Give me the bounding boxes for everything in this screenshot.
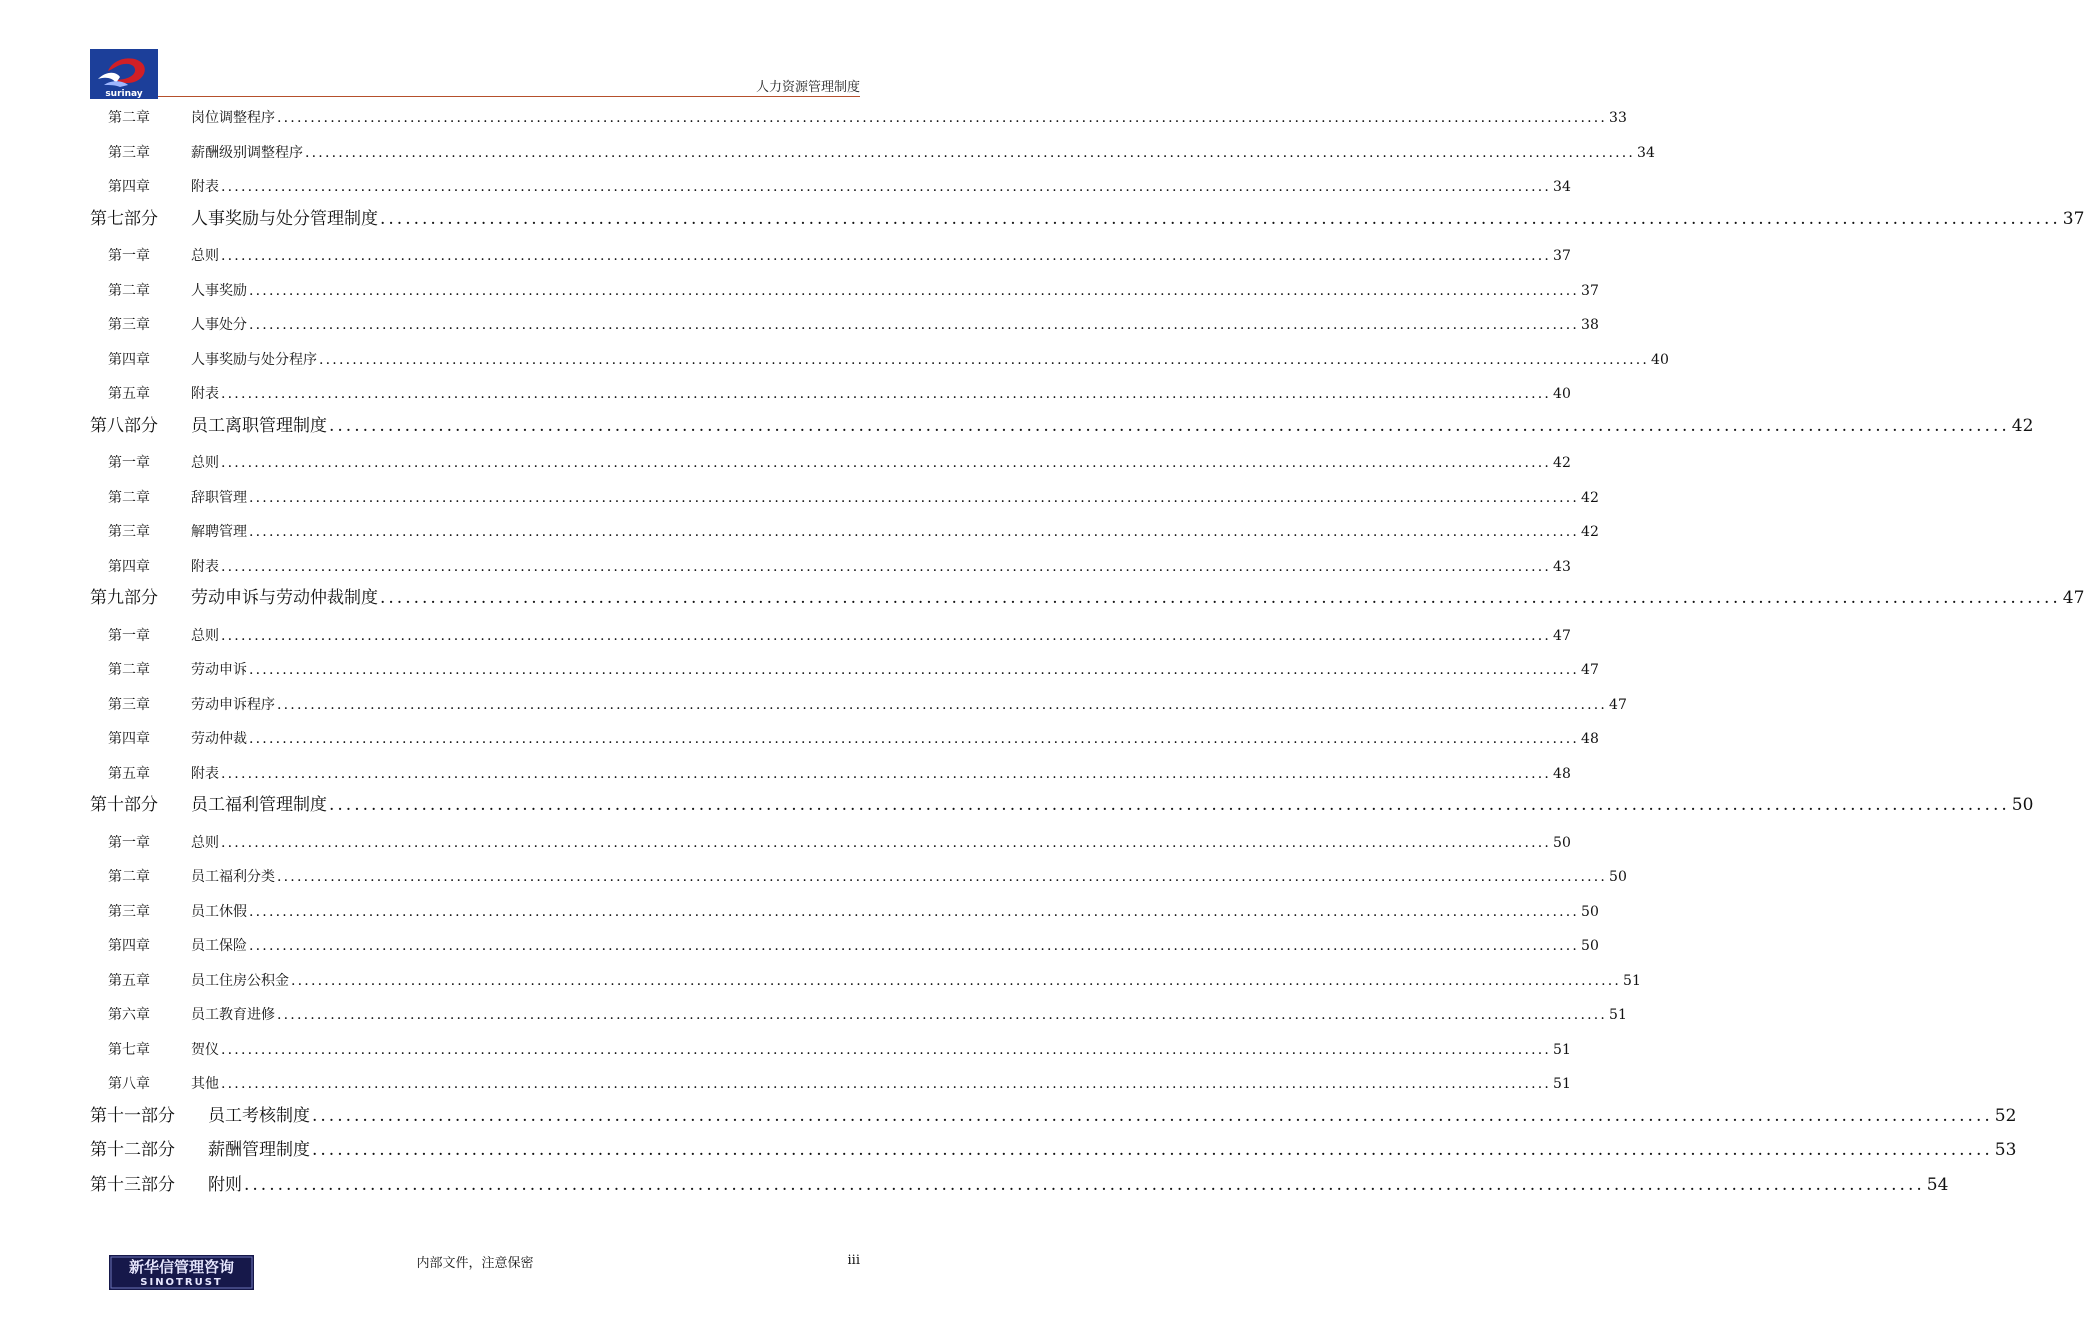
toc-entry-title: 员工考核制度 <box>208 1105 310 1126</box>
toc-dot-leader: ........................................................................................................................................................................................................ <box>380 208 2061 229</box>
toc-entry-number: 第五章 <box>108 972 150 989</box>
toc-entry-number: 第三章 <box>108 317 150 333</box>
toc-entry-page: 47 <box>2062 588 2084 608</box>
toc-dot-leader: ........................................................................................................................................................................................................ <box>221 627 1552 644</box>
toc-entry-number: 第二章 <box>108 662 150 678</box>
toc-entry-number: 第一章 <box>108 248 150 264</box>
toc-dot-leader: ........................................................................................................................................................................................................ <box>221 386 1552 402</box>
toc-chapter-entry[interactable] <box>90 966 1641 1001</box>
toc-entry-page: 48 <box>1581 731 1599 747</box>
toc-entry-page: 50 <box>1581 938 1599 954</box>
toc-entry-number: 第二章 <box>108 489 150 506</box>
toc-dot-leader: ........................................................................................................................................................................................................ <box>221 179 1552 195</box>
toc-part-entry[interactable] <box>90 1173 1949 1208</box>
toc-entry-page: 42 <box>1553 455 1571 471</box>
toc-dot-leader: ........................................................................................................................................................................................................ <box>221 834 1552 851</box>
toc-dot-leader: ........................................................................................................................................................................................................ <box>380 588 2061 608</box>
toc-dot-leader: ........................................................................................................................................................................................................ <box>249 317 1580 333</box>
toc-entry-page: 40 <box>1651 351 1669 368</box>
toc-chapter-entry[interactable] <box>90 1000 1627 1035</box>
toc-entry-title: 贺仪 <box>191 1041 219 1058</box>
toc-part-entry[interactable] <box>90 207 2084 242</box>
toc-dot-leader: ........................................................................................................................................................................................................ <box>249 282 1580 299</box>
toc-chapter-entry[interactable] <box>90 1069 1571 1104</box>
company-logo-text: surinay <box>105 89 143 99</box>
toc-entry-page: 51 <box>1609 1007 1627 1023</box>
toc-part-entry[interactable] <box>90 1104 2017 1139</box>
toc-dot-leader: ........................................................................................................................................................................................................ <box>244 1174 1925 1195</box>
toc-dot-leader: ........................................................................................................................................................................................................ <box>249 731 1580 747</box>
toc-entry-number: 第十三部分 <box>90 1174 175 1195</box>
toc-chapter-entry[interactable] <box>90 655 1599 690</box>
toc-dot-leader: ........................................................................................................................................................................................................ <box>319 351 1650 368</box>
toc-dot-leader: ........................................................................................................................................................................................................ <box>221 1041 1552 1058</box>
toc-chapter-entry[interactable] <box>90 276 1599 311</box>
toc-chapter-entry[interactable] <box>90 345 1669 380</box>
toc-chapter-entry[interactable] <box>90 517 1599 552</box>
sinotrust-logo-en: SINOTRUST <box>140 1277 223 1288</box>
toc-entry-number: 第三章 <box>108 524 150 540</box>
toc-entry-number: 第四章 <box>108 558 150 575</box>
toc-dot-leader: ........................................................................................................................................................................................................ <box>221 558 1552 575</box>
toc-entry-title: 解聘管理 <box>191 524 247 540</box>
toc-entry-title: 附表 <box>191 179 219 195</box>
toc-entry-page: 50 <box>1553 834 1571 851</box>
toc-entry-page: 53 <box>1994 1140 2017 1160</box>
toc-dot-leader: ........................................................................................................................................................................................................ <box>221 1076 1552 1092</box>
toc-entry-number: 第七章 <box>108 1041 150 1058</box>
toc-entry-number: 第八部分 <box>90 415 158 436</box>
toc-entry-page: 51 <box>1553 1076 1571 1092</box>
toc-entry-title: 劳动申诉与劳动仲裁制度 <box>191 588 378 608</box>
toc-part-entry[interactable] <box>90 586 2084 621</box>
toc-entry-number: 第十一部分 <box>90 1105 175 1126</box>
toc-entry-number: 第九部分 <box>90 588 158 608</box>
toc-entry-page: 50 <box>2011 795 2034 815</box>
toc-entry-title: 人事奖励与处分程序 <box>191 351 317 368</box>
toc-dot-leader: ........................................................................................................................................................................................................ <box>249 524 1580 540</box>
toc-chapter-entry[interactable] <box>90 448 1571 483</box>
toc-entry-page: 50 <box>1609 869 1627 885</box>
toc-entry-number: 第一章 <box>108 455 150 471</box>
toc-entry-number: 第二章 <box>108 869 150 885</box>
toc-entry-title: 其他 <box>191 1076 219 1092</box>
toc-dot-leader: ........................................................................................................................................................................................................ <box>277 1007 1608 1023</box>
toc-entry-title: 总则 <box>191 627 219 644</box>
toc-entry-page: 48 <box>1553 765 1571 782</box>
toc-entry-page: 42 <box>1581 524 1599 540</box>
toc-entry-title: 员工住房公积金 <box>191 972 289 989</box>
toc-entry-page: 43 <box>1553 558 1571 575</box>
toc-dot-leader: ........................................................................................................................................................................................................ <box>277 110 1608 126</box>
toc-entry-page: 50 <box>1581 903 1599 920</box>
toc-entry-number: 第七部分 <box>90 208 158 229</box>
toc-entry-title: 附表 <box>191 386 219 402</box>
toc-chapter-entry[interactable] <box>90 931 1599 966</box>
toc-chapter-entry[interactable] <box>90 138 1655 173</box>
footer-page-number: iii <box>847 1253 860 1268</box>
toc-entry-title: 薪酬管理制度 <box>208 1140 310 1160</box>
toc-entry-number: 第三章 <box>108 696 150 713</box>
toc-chapter-entry[interactable] <box>90 1035 1571 1070</box>
toc-chapter-entry[interactable] <box>90 621 1571 656</box>
toc-entry-title: 总则 <box>191 834 219 851</box>
toc-dot-leader: ........................................................................................................................................................................................................ <box>221 765 1552 782</box>
toc-entry-title: 员工教育进修 <box>191 1007 275 1023</box>
toc-entry-title: 员工休假 <box>191 903 247 920</box>
toc-dot-leader: ........................................................................................................................................................................................................ <box>305 144 1636 161</box>
toc-entry-page: 47 <box>1609 696 1627 713</box>
toc-chapter-entry[interactable] <box>90 172 1571 207</box>
toc-chapter-entry[interactable] <box>90 897 1599 932</box>
toc-entry-title: 附则 <box>208 1174 242 1195</box>
toc-entry-number: 第二章 <box>108 110 150 126</box>
toc-entry-page: 42 <box>1581 489 1599 506</box>
toc-part-entry[interactable] <box>90 1138 2017 1173</box>
toc-chapter-entry[interactable] <box>90 724 1599 759</box>
toc-entry-title: 人事处分 <box>191 317 247 333</box>
toc-entry-title: 员工福利管理制度 <box>191 795 327 815</box>
toc-entry-number: 第二章 <box>108 282 150 299</box>
footer-confidential: 内部文件，注意保密 <box>416 1256 534 1271</box>
toc-chapter-entry[interactable] <box>90 241 1571 276</box>
toc-entry-page: 52 <box>1994 1105 2017 1126</box>
toc-dot-leader: ........................................................................................................................................................................................................ <box>249 489 1580 506</box>
toc-entry-title: 劳动仲裁 <box>191 731 247 747</box>
toc-entry-page: 33 <box>1609 110 1627 126</box>
toc-entry-page: 34 <box>1637 144 1655 161</box>
toc-dot-leader: ........................................................................................................................................................................................................ <box>249 938 1580 954</box>
toc-entry-number: 第十二部分 <box>90 1140 175 1160</box>
toc-entry-number: 第四章 <box>108 179 150 195</box>
toc-entry-title: 薪酬级别调整程序 <box>191 144 303 161</box>
toc-part-entry[interactable] <box>90 414 2034 449</box>
toc-entry-title: 附表 <box>191 765 219 782</box>
header-title: 人力资源管理制度 <box>755 80 860 95</box>
toc-entry-title: 员工离职管理制度 <box>191 415 327 436</box>
company-logo <box>90 49 158 99</box>
toc-dot-leader: ........................................................................................................................................................................................................ <box>291 972 1622 989</box>
toc-entry-page: 37 <box>2062 208 2084 229</box>
header-rule <box>158 96 860 97</box>
toc-entry-title: 辞职管理 <box>191 489 247 506</box>
toc-entry-number: 第四章 <box>108 731 150 747</box>
toc-entry-page: 47 <box>1553 627 1571 644</box>
toc-entry-page: 38 <box>1581 317 1599 333</box>
toc-dot-leader: ........................................................................................................................................................................................................ <box>277 696 1608 713</box>
toc-entry-number: 第五章 <box>108 765 150 782</box>
toc-dot-leader: ........................................................................................................................................................................................................ <box>329 415 2010 436</box>
toc-dot-leader: ........................................................................................................................................................................................................ <box>249 903 1580 920</box>
toc-dot-leader: ........................................................................................................................................................................................................ <box>249 662 1580 678</box>
toc-entry-page: 34 <box>1553 179 1571 195</box>
toc-entry-number: 第十部分 <box>90 795 158 815</box>
sinotrust-logo-cn: 新华信管理咨询 <box>128 1258 235 1276</box>
toc-entry-title: 附表 <box>191 558 219 575</box>
toc-entry-number: 第三章 <box>108 144 150 161</box>
toc-entry-title: 岗位调整程序 <box>191 110 275 126</box>
toc-entry-title: 劳动申诉 <box>191 662 247 678</box>
toc-entry-page: 54 <box>1926 1174 1949 1195</box>
toc-chapter-entry[interactable] <box>90 379 1571 414</box>
toc-entry-page: 40 <box>1553 386 1571 402</box>
toc-part-entry[interactable] <box>90 793 2034 828</box>
toc-dot-leader: ........................................................................................................................................................................................................ <box>312 1105 1993 1126</box>
toc-chapter-entry[interactable] <box>90 862 1627 897</box>
toc-entry-number: 第八章 <box>108 1076 150 1092</box>
toc-chapter-entry[interactable] <box>90 103 1627 138</box>
toc-chapter-entry[interactable] <box>90 690 1627 725</box>
table-of-contents <box>90 103 2084 1207</box>
toc-entry-number: 第四章 <box>108 351 150 368</box>
toc-entry-title: 总则 <box>191 248 219 264</box>
toc-entry-page: 42 <box>2011 415 2034 436</box>
toc-dot-leader: ........................................................................................................................................................................................................ <box>312 1140 1993 1160</box>
toc-entry-title: 总则 <box>191 455 219 471</box>
toc-entry-title: 人事奖励 <box>191 282 247 299</box>
toc-entry-number: 第六章 <box>108 1007 150 1023</box>
toc-entry-title: 人事奖励与处分管理制度 <box>191 208 378 229</box>
toc-dot-leader: ........................................................................................................................................................................................................ <box>221 455 1552 471</box>
toc-chapter-entry[interactable] <box>90 759 1571 794</box>
toc-chapter-entry[interactable] <box>90 552 1571 587</box>
toc-entry-page: 47 <box>1581 662 1599 678</box>
toc-entry-page: 51 <box>1553 1041 1571 1058</box>
toc-dot-leader: ........................................................................................................................................................................................................ <box>277 869 1608 885</box>
toc-entry-number: 第一章 <box>108 627 150 644</box>
toc-entry-title: 员工保险 <box>191 938 247 954</box>
toc-chapter-entry[interactable] <box>90 828 1571 863</box>
toc-entry-title: 员工福利分类 <box>191 869 275 885</box>
toc-entry-number: 第三章 <box>108 903 150 920</box>
toc-entry-number: 第四章 <box>108 938 150 954</box>
toc-chapter-entry[interactable] <box>90 483 1599 518</box>
toc-entry-title: 劳动申诉程序 <box>191 696 275 713</box>
toc-entry-page: 37 <box>1553 248 1571 264</box>
toc-entry-page: 37 <box>1581 282 1599 299</box>
toc-dot-leader: ........................................................................................................................................................................................................ <box>221 248 1552 264</box>
toc-entry-number: 第一章 <box>108 834 150 851</box>
toc-entry-page: 51 <box>1623 972 1641 989</box>
toc-chapter-entry[interactable] <box>90 310 1599 345</box>
toc-entry-number: 第五章 <box>108 386 150 402</box>
toc-dot-leader: ........................................................................................................................................................................................................ <box>329 795 2010 815</box>
